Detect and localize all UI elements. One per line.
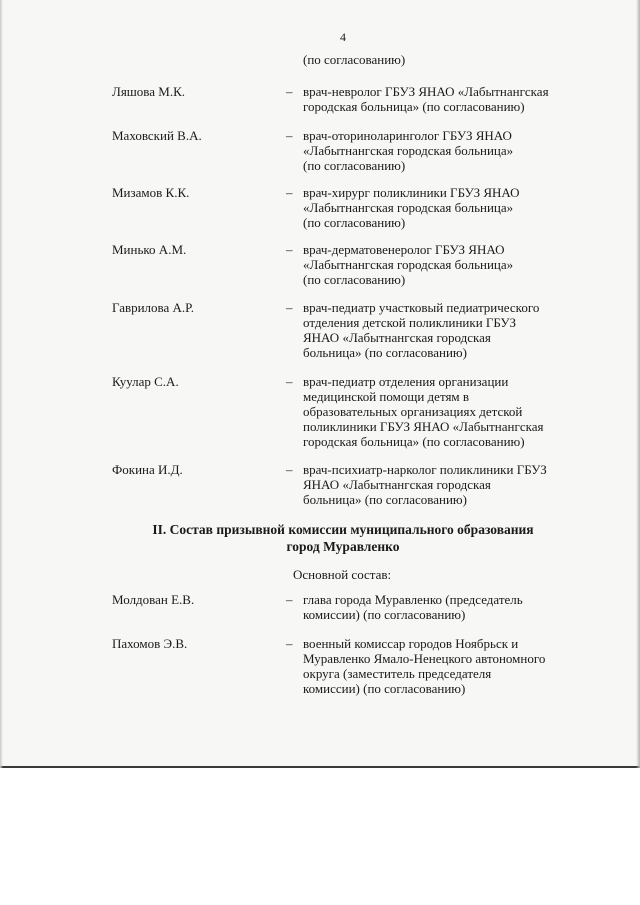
position-line: «Лабытнангская городская больница» — [303, 257, 514, 272]
position-line: больница» (по согласованию) — [303, 492, 467, 507]
position-line: ЯНАО «Лабытнангская городская — [303, 330, 491, 345]
position-line: Муравленко Ямало-Ненецкого автономного — [303, 651, 546, 666]
position-line: глава города Муравленко (председатель — [303, 592, 523, 607]
section-title-line: II. Состав призывной комиссии муниципального образования — [152, 522, 534, 537]
position-line: комиссии) (по согласованию) — [303, 607, 466, 622]
position-line: городская больница» (по согласованию) — [303, 99, 525, 114]
scan-right-edge-shadow — [636, 0, 640, 768]
position-line: медицинской помощи детям в — [303, 389, 470, 404]
member-name: Молдован Е.В. — [112, 592, 195, 607]
position-line: врач-педиатр отделения организации — [303, 374, 509, 389]
position-line: врач-хирург поликлиники ГБУЗ ЯНАО — [303, 185, 520, 200]
member-position — [303, 128, 603, 173]
member-position — [303, 84, 603, 114]
position-line: (по согласованию) — [303, 158, 406, 173]
position-line: военный комиссар городов Ноябрьск и — [303, 636, 519, 651]
dash-separator: – — [286, 84, 293, 99]
member-name: Ляшова М.К. — [112, 84, 186, 99]
subheading-main-composition: Основной состав: — [293, 567, 392, 582]
position-line: больница» (по согласованию) — [303, 345, 467, 360]
dash-separator: – — [286, 462, 293, 477]
dash-separator: – — [286, 592, 293, 607]
member-position — [303, 242, 603, 287]
position-line: (по согласованию) — [303, 272, 406, 287]
member-name: Маховский В.А. — [112, 128, 202, 143]
member-name: Минько А.М. — [112, 242, 187, 257]
dash-separator: – — [286, 185, 293, 200]
member-name: Гаврилова А.Р. — [112, 300, 195, 315]
section-title — [0, 521, 640, 555]
position-line: врач-педиатр участковый педиатрического — [303, 300, 540, 315]
dash-separator: – — [286, 242, 293, 257]
member-position — [303, 592, 603, 622]
member-name: Мизамов К.К. — [112, 185, 190, 200]
position-line: «Лабытнангская городская больница» — [303, 200, 514, 215]
position-line: поликлиники ГБУЗ ЯНАО «Лабытнангская — [303, 419, 544, 434]
scan-left-edge-shadow — [0, 0, 3, 768]
member-position — [303, 185, 603, 230]
position-line: «Лабытнангская городская больница» — [303, 143, 514, 158]
position-line: врач-оториноларинголог ГБУЗ ЯНАО — [303, 128, 512, 143]
position-line: ЯНАО «Лабытнангская городская — [303, 477, 491, 492]
position-line: врач-психиатр-нарколог поликлиники ГБУЗ — [303, 462, 547, 477]
position-line: отделения детской поликлиники ГБУЗ — [303, 315, 516, 330]
member-position — [303, 300, 603, 360]
page-number: 4 — [340, 30, 346, 44]
position-line: городская больница» (по согласованию) — [303, 434, 525, 449]
continuation-text: (по согласованию) — [303, 52, 406, 67]
member-position — [303, 374, 603, 449]
position-line: образовательных организациях детской — [303, 404, 523, 419]
position-line: округа (заместитель председателя — [303, 666, 492, 681]
position-line: комиссии) (по согласованию) — [303, 681, 466, 696]
member-name: Куулар С.А. — [112, 374, 179, 389]
member-name: Пахомов Э.В. — [112, 636, 188, 651]
position-line: врач-дерматовенеролог ГБУЗ ЯНАО — [303, 242, 505, 257]
dash-separator: – — [286, 636, 293, 651]
member-position — [303, 636, 603, 696]
member-position — [303, 462, 603, 507]
position-line: врач-невролог ГБУЗ ЯНАО «Лабытнангская — [303, 84, 549, 99]
dash-separator: – — [286, 300, 293, 315]
section-title-line: город Муравленко — [286, 539, 400, 554]
dash-separator: – — [286, 374, 293, 389]
member-name: Фокина И.Д. — [112, 462, 183, 477]
dash-separator: – — [286, 128, 293, 143]
position-line: (по согласованию) — [303, 215, 406, 230]
